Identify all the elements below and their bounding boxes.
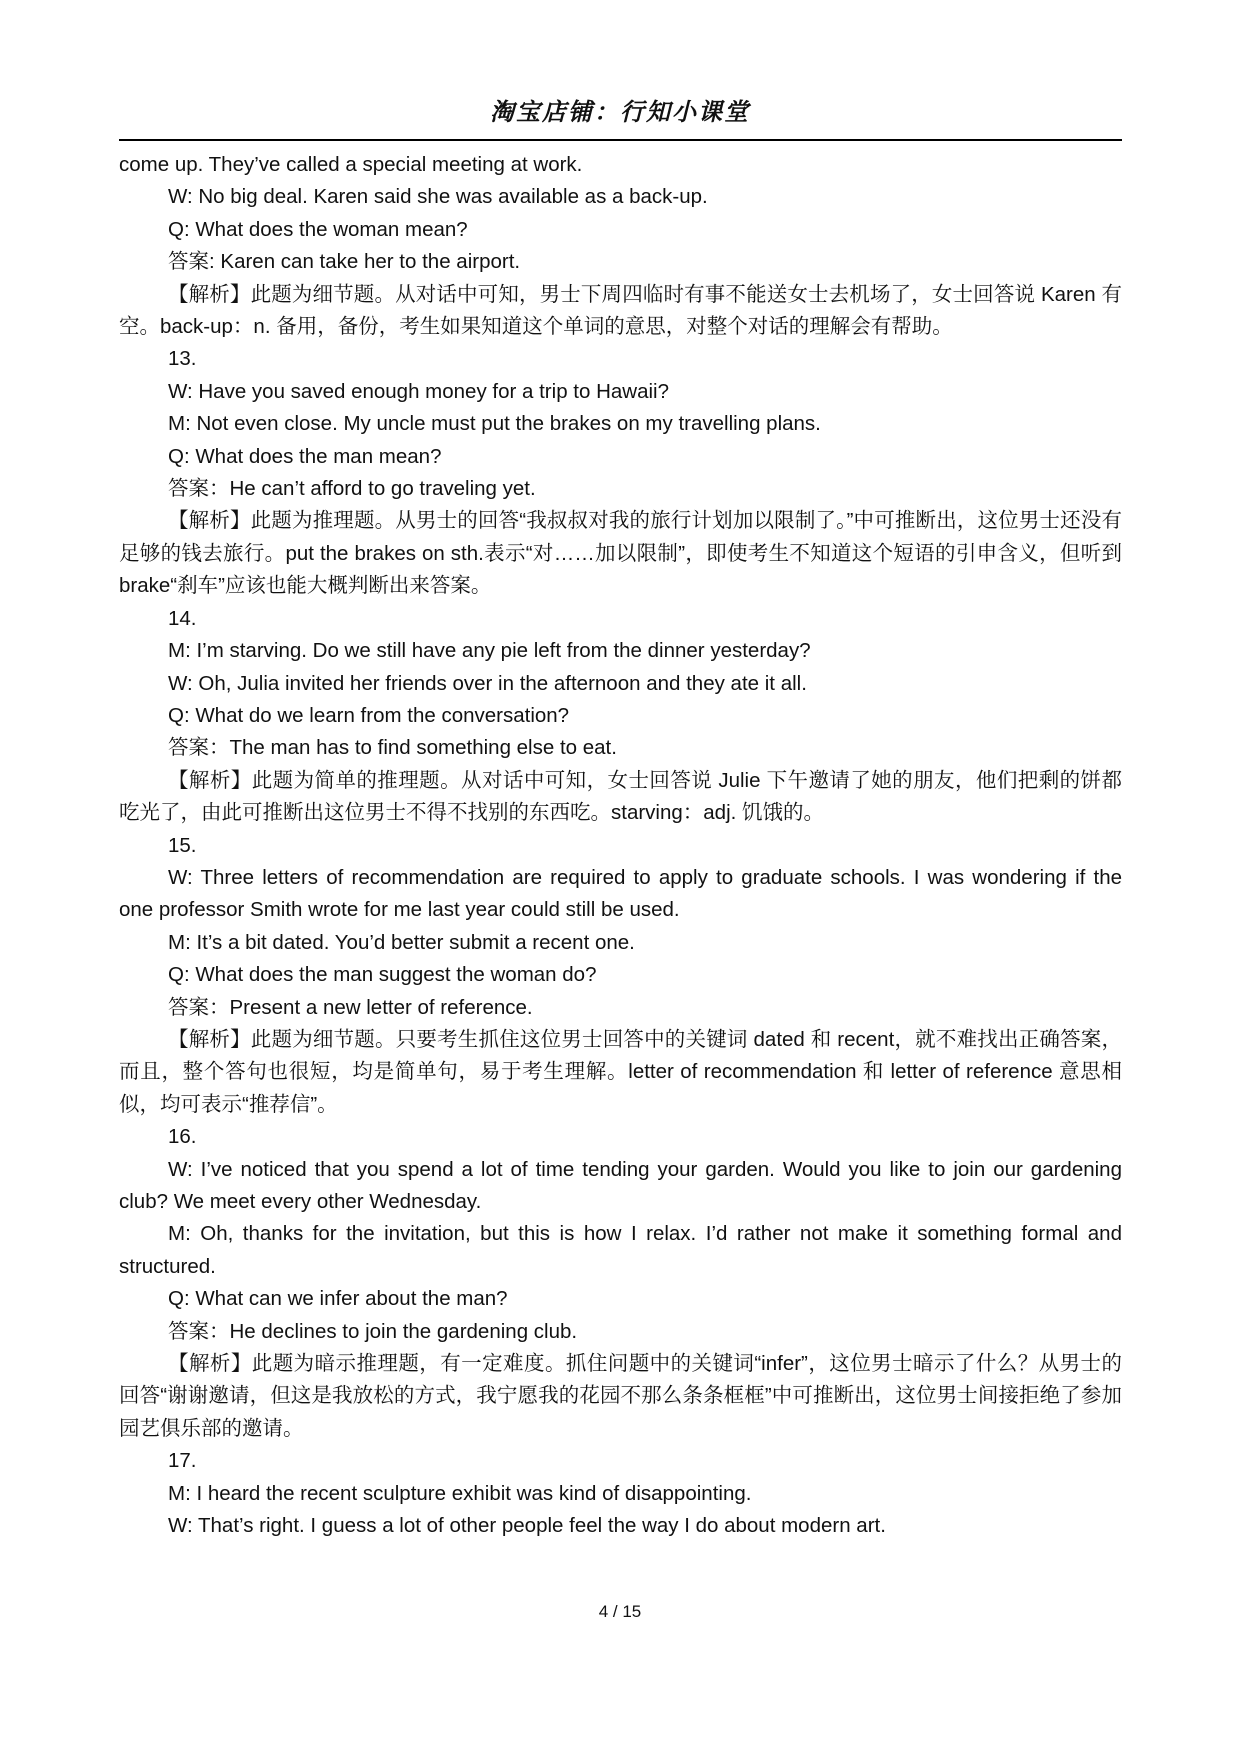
- dialogue-line: M: It’s a bit dated. You’d better submit a recent one.: [168, 930, 635, 954]
- answer-line: 答案：The man has to find something else to eat.: [168, 736, 617, 760]
- dialogue-line: M: Oh, thanks for the invitation, but this is how I relax. I’d rather not make it something formal and structured.: [119, 1222, 1122, 1278]
- question-line: Q: What does the man mean?: [168, 444, 442, 468]
- question-number: 16.: [168, 1125, 197, 1149]
- dialogue-line: M: I heard the recent sculpture exhibit was kind of disappointing.: [168, 1481, 752, 1505]
- dialogue-line: M: Not even close. My uncle must put the brakes on my travelling plans.: [168, 412, 821, 436]
- answer-line: 答案: Karen can take her to the airport.: [168, 250, 521, 274]
- dialogue-line: W: No big deal. Karen said she was available as a back-up.: [168, 185, 708, 209]
- dialogue-line: W: I’ve noticed that you spend a lot of time tending your garden. Would you like to join our gardening club? We meet every other Wednesday.: [119, 1157, 1122, 1213]
- analysis-paragraph: 【解析】此题为细节题。只要考生抓住这位男士回答中的关键词 dated 和 recent，就不难找出正确答案，而且，整个答句也很短，均是简单句，易于考生理解。letter of recommendation 和 letter of reference 意思相似，均可表示“推荐信”。: [119, 1027, 1122, 1116]
- question-number: 14.: [168, 606, 197, 630]
- dialogue-line: W: Have you saved enough money for a trip to Hawaii?: [168, 379, 669, 403]
- analysis-paragraph: 【解析】此题为推理题。从男士的回答“我叔叔对我的旅行计划加以限制了。”中可推断出，这位男士还没有足够的钱去旅行。put the brakes on sth.表示“对……加以限制”，即使考生不知道这个短语的引申含义，但听到 brake“刹车”应该也能大概判断出来答案。: [119, 509, 1122, 598]
- question-number: 17.: [168, 1449, 197, 1473]
- header-divider: [119, 139, 1122, 141]
- answer-line: 答案：He declines to join the gardening club.: [168, 1319, 578, 1343]
- page-header-title: 淘宝店铺：行知小课堂: [490, 98, 750, 126]
- dialogue-line: come up. They’ve called a special meeting at work.: [119, 153, 583, 176]
- dialogue-line: W: Three letters of recommendation are required to apply to graduate schools. I was wondering if the one professor Smith wrote for me last year could still be used.: [119, 865, 1122, 922]
- question-line: Q: What does the man suggest the woman do?: [168, 963, 597, 987]
- question-line: Q: What can we infer about the man?: [168, 1287, 508, 1311]
- analysis-paragraph: 【解析】此题为简单的推理题。从对话中可知，女士回答说 Julie 下午邀请了她的朋友，他们把剩的饼都吃光了，由此可推断出这位男士不得不找别的东西吃。starving：adj. 饥饿的。: [119, 768, 1122, 825]
- answer-line: 答案：He can’t afford to go traveling yet.: [168, 477, 536, 501]
- question-number: 13.: [168, 347, 197, 371]
- question-line: Q: What does the woman mean?: [168, 217, 468, 241]
- analysis-paragraph: 【解析】此题为暗示推理题，有一定难度。抓住问题中的关键词“infer”，这位男士暗示了什么？从男士的回答“谢谢邀请，但这是我放松的方式，我宁愿我的花园不那么条条框框”中可推断出，这位男士间接拒绝了参加园艺俱乐部的邀请。: [119, 1352, 1122, 1440]
- dialogue-line: W: That’s right. I guess a lot of other people feel the way I do about modern art.: [168, 1514, 886, 1538]
- question-line: Q: What do we learn from the conversation?: [168, 703, 570, 727]
- document-body: [119, 149, 1122, 1542]
- dialogue-line: W: Oh, Julia invited her friends over in the afternoon and they ate it all.: [168, 671, 807, 695]
- answer-line: 答案：Present a new letter of reference.: [168, 995, 533, 1019]
- dialogue-line: M: I’m starving. Do we still have any pie left from the dinner yesterday?: [168, 639, 811, 663]
- page-number: 4 / 15: [598, 1602, 642, 1621]
- question-number: 15.: [168, 833, 197, 857]
- analysis-paragraph: 【解析】此题为细节题。从对话中可知，男士下周四临时有事不能送女士去机场了，女士回答说 Karen 有空。back-up：n. 备用，备份，考生如果知道这个单词的意思，对整个对话的理解会有帮助。: [119, 282, 1122, 339]
